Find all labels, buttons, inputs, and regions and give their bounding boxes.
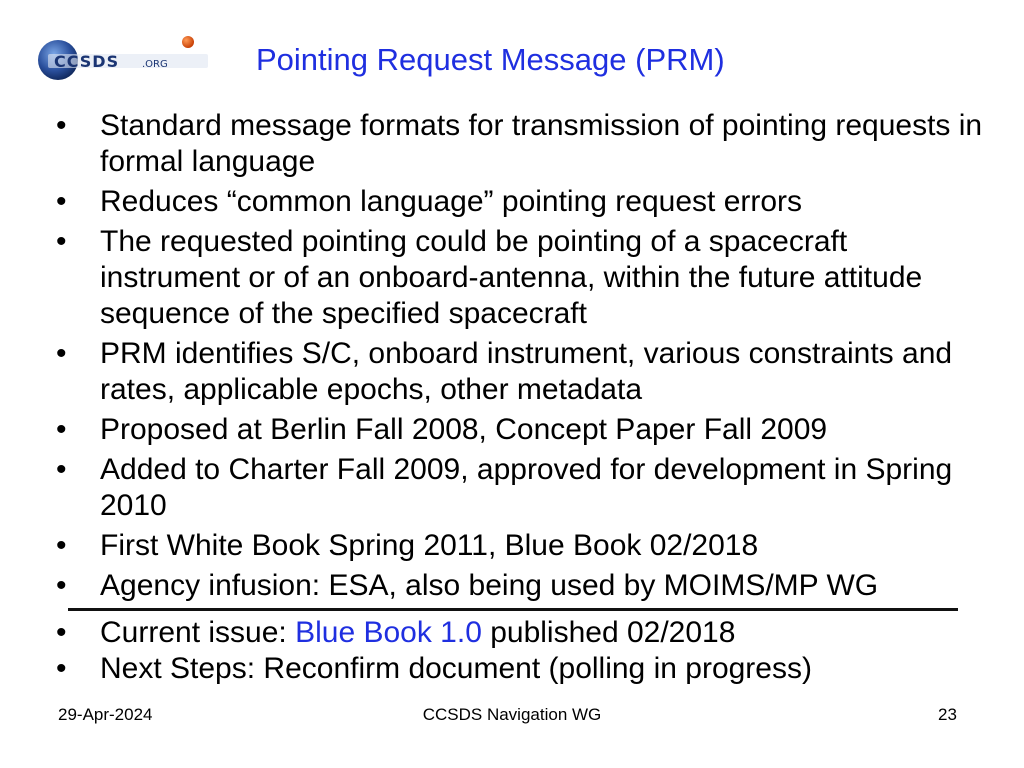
- bullet-icon: •: [56, 413, 67, 446]
- list-item: • Reduces “common language” pointing request errors: [56, 185, 803, 218]
- current-issue-prefix: Current issue:: [100, 616, 296, 649]
- bullet-list: [52, 108, 992, 691]
- list-item: • Proposed at Berlin Fall 2008, Concept Paper Fall 2009: [56, 413, 828, 446]
- list-item: • PRM identifies S/C, onboard instrument, various constraints and rates, applicable epochs, other metadata: [56, 337, 953, 406]
- ccsds-logo-graphic: [38, 34, 218, 86]
- list-item: • The requested pointing could be pointing of a spacecraft instrument or of an onboard-antenna, within the future attitude sequence of the specified spacecraft: [56, 225, 923, 330]
- bullet-icon: •: [56, 569, 67, 602]
- blue-book-link[interactable]: Blue Book 1.0: [295, 616, 482, 649]
- bullet-icon: •: [56, 652, 67, 685]
- slide-title: Pointing Request Message (PRM): [256, 42, 725, 77]
- page-number: 23: [938, 705, 957, 724]
- bullet-icon: •: [56, 337, 67, 370]
- footer-center-text: CCSDS Navigation WG: [422, 705, 602, 724]
- divider-line: [68, 608, 958, 611]
- bullet-icon: •: [56, 529, 67, 562]
- bullet-icon: •: [56, 109, 67, 142]
- svg-text:.ORG: .ORG: [142, 59, 168, 70]
- list-item: • First White Book Spring 2011, Blue Book 02/2018: [56, 529, 759, 562]
- footer-date: 29-Apr-2024: [58, 705, 153, 724]
- list-item: • Agency infusion: ESA, also being used by MOIMS/MP WG: [56, 569, 879, 602]
- svg-text:CCSDS: CCSDS: [54, 52, 120, 71]
- bullet-icon: •: [56, 225, 67, 258]
- current-issue-suffix: published 02/2018: [481, 616, 736, 649]
- bullet-icon: •: [56, 185, 67, 218]
- bullet-icon: •: [56, 453, 67, 486]
- next-steps-item: • Next Steps: Reconfirm document (polling in progress): [56, 652, 812, 685]
- list-item: • Added to Charter Fall 2009, approved for development in Spring 2010: [56, 453, 953, 522]
- divider-row: [52, 608, 992, 611]
- bullet-icon: •: [56, 616, 67, 649]
- list-item: • Standard message formats for transmission of pointing requests in formal language: [56, 109, 983, 178]
- current-issue-item: [52, 615, 992, 651]
- ccsds-logo: [38, 34, 218, 86]
